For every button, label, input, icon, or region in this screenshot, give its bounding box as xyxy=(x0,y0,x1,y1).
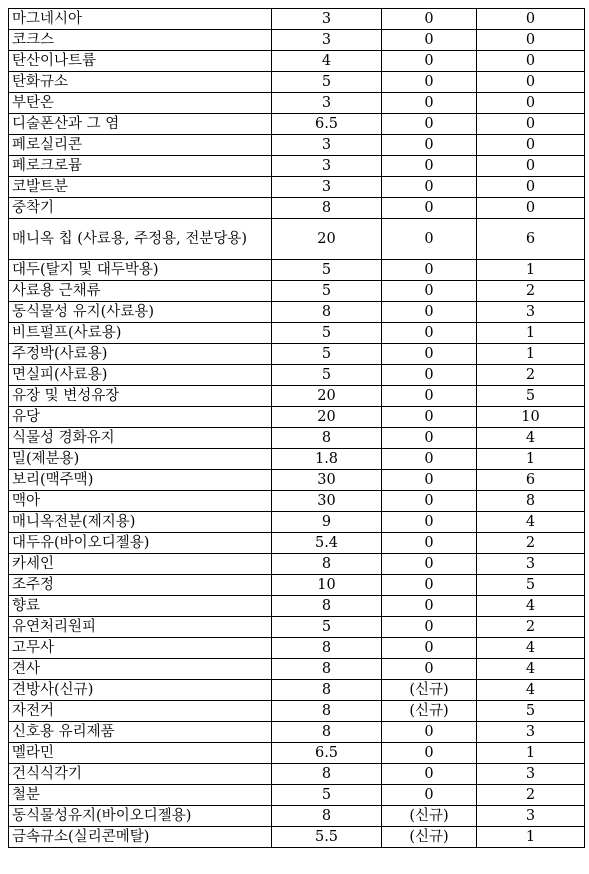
col2-value-cell: 5 xyxy=(272,344,382,365)
col2-value-cell: 20 xyxy=(272,407,382,428)
col3-value-cell: 0 xyxy=(382,281,477,302)
col4-value-cell: 0 xyxy=(477,177,585,198)
table-row xyxy=(9,533,585,554)
table-row xyxy=(9,51,585,72)
col3-value-cell: 0 xyxy=(382,135,477,156)
table-row xyxy=(9,156,585,177)
table-row xyxy=(9,260,585,281)
col4-value-cell: 4 xyxy=(477,680,585,701)
col3-value-cell: 0 xyxy=(382,219,477,260)
item-name-cell: 철분 xyxy=(9,785,272,806)
col2-value-cell: 4 xyxy=(272,51,382,72)
col4-value-cell: 4 xyxy=(477,512,585,533)
col2-value-cell: 3 xyxy=(272,93,382,114)
item-name-cell: 부탄온 xyxy=(9,93,272,114)
col3-value-cell: 0 xyxy=(382,638,477,659)
col4-value-cell: 0 xyxy=(477,135,585,156)
item-name-cell: 면실피(사료용) xyxy=(9,365,272,386)
col3-value-cell: 0 xyxy=(382,9,477,30)
item-name-cell: 코크스 xyxy=(9,30,272,51)
col3-value-cell: 0 xyxy=(382,365,477,386)
table-row xyxy=(9,575,585,596)
table-row xyxy=(9,198,585,219)
col4-value-cell: 0 xyxy=(477,51,585,72)
col3-value-cell: 0 xyxy=(382,407,477,428)
col3-value-cell: 0 xyxy=(382,449,477,470)
table-row xyxy=(9,72,585,93)
item-name-cell: 맥아 xyxy=(9,491,272,512)
col2-value-cell: 3 xyxy=(272,9,382,30)
col2-value-cell: 3 xyxy=(272,135,382,156)
col4-value-cell: 1 xyxy=(477,260,585,281)
item-name-cell: 디술폰산과 그 염 xyxy=(9,114,272,135)
table-row xyxy=(9,806,585,827)
col4-value-cell: 0 xyxy=(477,114,585,135)
table-row xyxy=(9,554,585,575)
item-name-cell: 밀(제분용) xyxy=(9,449,272,470)
col2-value-cell: 5 xyxy=(272,72,382,93)
col2-value-cell: 8 xyxy=(272,302,382,323)
table-row xyxy=(9,659,585,680)
col2-value-cell: 5.4 xyxy=(272,533,382,554)
table-row xyxy=(9,428,585,449)
item-name-cell: 식물성 경화유지 xyxy=(9,428,272,449)
col2-value-cell: 20 xyxy=(272,386,382,407)
table-row xyxy=(9,302,585,323)
col3-value-cell: (신규) xyxy=(382,827,477,848)
table-row xyxy=(9,135,585,156)
col4-value-cell: 0 xyxy=(477,9,585,30)
col2-value-cell: 1.8 xyxy=(272,449,382,470)
col3-value-cell: 0 xyxy=(382,386,477,407)
item-name-cell: 매니옥전분(제지용) xyxy=(9,512,272,533)
col4-value-cell: 0 xyxy=(477,93,585,114)
col3-value-cell: 0 xyxy=(382,72,477,93)
col2-value-cell: 6.5 xyxy=(272,743,382,764)
table-row xyxy=(9,596,585,617)
col3-value-cell: 0 xyxy=(382,659,477,680)
item-name-cell: 견사 xyxy=(9,659,272,680)
col4-value-cell: 3 xyxy=(477,302,585,323)
item-name-cell: 신호용 유리제품 xyxy=(9,722,272,743)
col4-value-cell: 1 xyxy=(477,323,585,344)
col3-value-cell: 0 xyxy=(382,344,477,365)
col4-value-cell: 4 xyxy=(477,659,585,680)
item-name-cell: 사료용 근채류 xyxy=(9,281,272,302)
col4-value-cell: 0 xyxy=(477,30,585,51)
col4-value-cell: 1 xyxy=(477,827,585,848)
item-name-cell: 동식물성 유지(사료용) xyxy=(9,302,272,323)
item-name-cell: 향료 xyxy=(9,596,272,617)
col3-value-cell: 0 xyxy=(382,722,477,743)
col2-value-cell: 5 xyxy=(272,617,382,638)
table-row xyxy=(9,281,585,302)
col3-value-cell: (신규) xyxy=(382,680,477,701)
col3-value-cell: 0 xyxy=(382,177,477,198)
item-name-cell: 견방사(신규) xyxy=(9,680,272,701)
col2-value-cell: 8 xyxy=(272,659,382,680)
table-row xyxy=(9,9,585,30)
item-name-cell: 조주정 xyxy=(9,575,272,596)
table-row xyxy=(9,743,585,764)
col3-value-cell: 0 xyxy=(382,764,477,785)
col2-value-cell: 8 xyxy=(272,428,382,449)
col4-value-cell: 0 xyxy=(477,156,585,177)
col3-value-cell: 0 xyxy=(382,617,477,638)
item-name-cell: 건식식각기 xyxy=(9,764,272,785)
col4-value-cell: 5 xyxy=(477,386,585,407)
col2-value-cell: 8 xyxy=(272,596,382,617)
col3-value-cell: 0 xyxy=(382,323,477,344)
col3-value-cell: 0 xyxy=(382,114,477,135)
item-name-cell: 페로실리콘 xyxy=(9,135,272,156)
col3-value-cell: 0 xyxy=(382,554,477,575)
col4-value-cell: 10 xyxy=(477,407,585,428)
col3-value-cell: 0 xyxy=(382,470,477,491)
item-name-cell: 주정박(사료용) xyxy=(9,344,272,365)
item-name-cell: 코발트분 xyxy=(9,177,272,198)
col3-value-cell: 0 xyxy=(382,428,477,449)
table-row xyxy=(9,617,585,638)
col4-value-cell: 4 xyxy=(477,596,585,617)
col4-value-cell: 1 xyxy=(477,449,585,470)
col4-value-cell: 5 xyxy=(477,575,585,596)
col4-value-cell: 4 xyxy=(477,428,585,449)
table-row xyxy=(9,722,585,743)
col4-value-cell: 3 xyxy=(477,554,585,575)
col2-value-cell: 3 xyxy=(272,30,382,51)
table-body xyxy=(9,9,585,848)
col4-value-cell: 3 xyxy=(477,722,585,743)
col4-value-cell: 2 xyxy=(477,533,585,554)
col4-value-cell: 5 xyxy=(477,701,585,722)
col2-value-cell: 8 xyxy=(272,764,382,785)
table-row xyxy=(9,114,585,135)
col2-value-cell: 30 xyxy=(272,491,382,512)
col4-value-cell: 8 xyxy=(477,491,585,512)
table-row xyxy=(9,407,585,428)
item-name-cell: 페로크로뮴 xyxy=(9,156,272,177)
col3-value-cell: 0 xyxy=(382,491,477,512)
table-row xyxy=(9,470,585,491)
col3-value-cell: 0 xyxy=(382,198,477,219)
col2-value-cell: 5 xyxy=(272,281,382,302)
col3-value-cell: 0 xyxy=(382,533,477,554)
col3-value-cell: 0 xyxy=(382,785,477,806)
col2-value-cell: 8 xyxy=(272,198,382,219)
item-name-cell: 카세인 xyxy=(9,554,272,575)
table-row xyxy=(9,512,585,533)
item-name-cell: 자전거 xyxy=(9,701,272,722)
tariff-table xyxy=(8,8,585,848)
item-name-cell: 유당 xyxy=(9,407,272,428)
col3-value-cell: 0 xyxy=(382,93,477,114)
item-name-cell: 탄산이나트륨 xyxy=(9,51,272,72)
table-row xyxy=(9,449,585,470)
item-name-cell: 마그네시아 xyxy=(9,9,272,30)
col4-value-cell: 1 xyxy=(477,743,585,764)
col2-value-cell: 6.5 xyxy=(272,114,382,135)
table-row xyxy=(9,344,585,365)
item-name-cell: 유장 및 변성유장 xyxy=(9,386,272,407)
col2-value-cell: 5.5 xyxy=(272,827,382,848)
table-row xyxy=(9,219,585,260)
col4-value-cell: 2 xyxy=(477,281,585,302)
table-row xyxy=(9,785,585,806)
col3-value-cell: (신규) xyxy=(382,806,477,827)
item-name-cell: 비트펄프(사료용) xyxy=(9,323,272,344)
item-name-cell: 대두(탈지 및 대두박용) xyxy=(9,260,272,281)
col4-value-cell: 2 xyxy=(477,785,585,806)
col3-value-cell: 0 xyxy=(382,743,477,764)
col2-value-cell: 30 xyxy=(272,470,382,491)
item-name-cell: 중착기 xyxy=(9,198,272,219)
col3-value-cell: 0 xyxy=(382,596,477,617)
table-row xyxy=(9,177,585,198)
table-row xyxy=(9,638,585,659)
col2-value-cell: 8 xyxy=(272,722,382,743)
col4-value-cell: 1 xyxy=(477,344,585,365)
col4-value-cell: 0 xyxy=(477,72,585,93)
table-row xyxy=(9,701,585,722)
col4-value-cell: 3 xyxy=(477,764,585,785)
col2-value-cell: 5 xyxy=(272,365,382,386)
col2-value-cell: 5 xyxy=(272,785,382,806)
col2-value-cell: 10 xyxy=(272,575,382,596)
table-row xyxy=(9,491,585,512)
item-name-cell: 금속규소(실리콘메탈) xyxy=(9,827,272,848)
col4-value-cell: 3 xyxy=(477,806,585,827)
item-name-cell: 유연처리원피 xyxy=(9,617,272,638)
tariff-table-container xyxy=(8,8,584,848)
table-row xyxy=(9,764,585,785)
table-row xyxy=(9,386,585,407)
col2-value-cell: 8 xyxy=(272,680,382,701)
col2-value-cell: 5 xyxy=(272,323,382,344)
col4-value-cell: 2 xyxy=(477,617,585,638)
col4-value-cell: 2 xyxy=(477,365,585,386)
col4-value-cell: 6 xyxy=(477,219,585,260)
item-name-cell: 매니옥 칩 (사료용, 주정용, 전분당용) xyxy=(9,219,272,260)
col2-value-cell: 8 xyxy=(272,638,382,659)
item-name-cell: 동식물성유지(바이오디젤용) xyxy=(9,806,272,827)
col4-value-cell: 0 xyxy=(477,198,585,219)
col2-value-cell: 8 xyxy=(272,701,382,722)
col2-value-cell: 3 xyxy=(272,156,382,177)
col3-value-cell: 0 xyxy=(382,156,477,177)
col2-value-cell: 8 xyxy=(272,806,382,827)
table-row xyxy=(9,827,585,848)
item-name-cell: 대두유(바이오디젤용) xyxy=(9,533,272,554)
col3-value-cell: 0 xyxy=(382,51,477,72)
table-row xyxy=(9,323,585,344)
item-name-cell: 고무사 xyxy=(9,638,272,659)
col4-value-cell: 4 xyxy=(477,638,585,659)
table-row xyxy=(9,30,585,51)
table-row xyxy=(9,365,585,386)
table-row xyxy=(9,93,585,114)
col4-value-cell: 6 xyxy=(477,470,585,491)
item-name-cell: 보리(맥주맥) xyxy=(9,470,272,491)
table-row xyxy=(9,680,585,701)
item-name-cell: 멜라민 xyxy=(9,743,272,764)
item-name-cell: 탄화규소 xyxy=(9,72,272,93)
col2-value-cell: 20 xyxy=(272,219,382,260)
col3-value-cell: 0 xyxy=(382,302,477,323)
col3-value-cell: 0 xyxy=(382,260,477,281)
col2-value-cell: 5 xyxy=(272,260,382,281)
col2-value-cell: 9 xyxy=(272,512,382,533)
col2-value-cell: 3 xyxy=(272,177,382,198)
col2-value-cell: 8 xyxy=(272,554,382,575)
col3-value-cell: (신규) xyxy=(382,701,477,722)
col3-value-cell: 0 xyxy=(382,30,477,51)
col3-value-cell: 0 xyxy=(382,512,477,533)
col3-value-cell: 0 xyxy=(382,575,477,596)
